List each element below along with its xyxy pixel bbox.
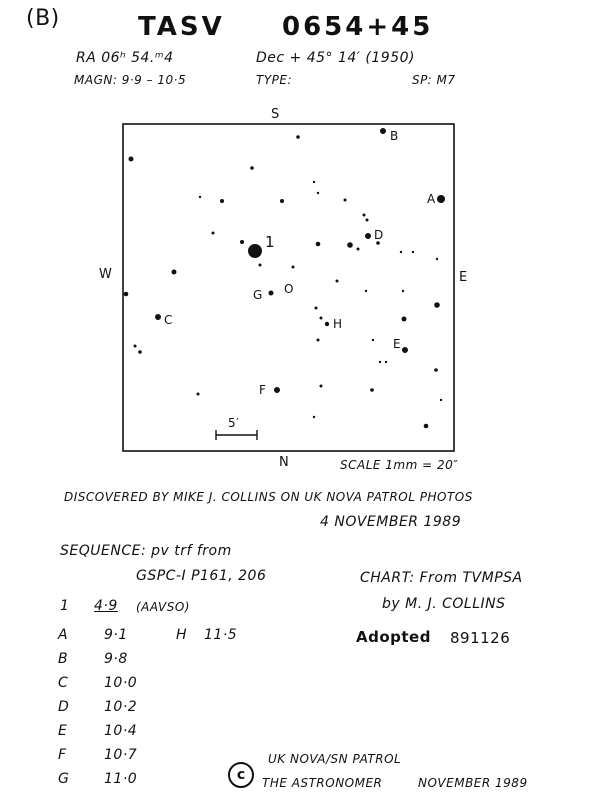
label-star-g: G: [253, 288, 263, 302]
discovery-credit: DISCOVERED BY MIKE J. COLLINS ON UK NOVA PATROL PHOTOS: [64, 490, 473, 504]
sequence-id: B: [58, 651, 69, 667]
copyright-icon: c: [228, 762, 254, 788]
label-star-e: E: [393, 337, 402, 351]
label-star-f: F: [259, 383, 267, 397]
variable-star-1: [248, 244, 262, 258]
sequence-note: (AAVSO): [136, 600, 190, 614]
sequence-id: E: [58, 723, 68, 739]
compass-south: S: [271, 107, 280, 122]
comparison-star-a: [437, 195, 445, 203]
label-star-o: O: [284, 282, 294, 296]
comparison-star-f: [274, 387, 280, 393]
label-star-b: B: [390, 129, 399, 143]
discovery-date: 4 NOVEMBER 1989: [320, 514, 462, 530]
chart-scale: SCALE 1mm = 20″: [340, 458, 459, 472]
footer-organization: UK NOVA/SN PATROL: [268, 752, 402, 766]
sequence-id: F: [58, 747, 67, 763]
sequence-mag: 11·0: [104, 771, 138, 787]
label-star-a: A: [427, 192, 436, 206]
ra-value: RA 06ʰ 54.ᵐ4: [76, 50, 174, 66]
sequence-id: A: [58, 627, 69, 643]
adopted-date: 891126: [450, 629, 511, 647]
comparison-star-e: [402, 347, 408, 353]
compass-north: N: [279, 455, 290, 470]
compass-west: W: [99, 267, 113, 282]
sequence-id: D: [58, 699, 70, 715]
sequence-id: 1: [60, 598, 70, 614]
field-stars: [124, 135, 443, 428]
sequence-id: C: [58, 675, 69, 691]
dec-value: Dec + 45° 14′ (1950): [256, 50, 415, 66]
sequence-mag: 11·5: [204, 627, 238, 643]
footer-publication: THE ASTRONOMER: [262, 776, 383, 790]
chart-label: (B): [26, 6, 60, 31]
magnitude-range: MAGN: 9·9 – 10·5: [74, 73, 187, 87]
adopted-label: Adopted: [356, 628, 431, 646]
sequence-id: G: [58, 771, 70, 787]
label-star-1: 1: [265, 233, 276, 251]
comparison-star-d: [365, 233, 371, 239]
sequence-mag: 10·2: [104, 699, 138, 715]
label-star-d: D: [374, 228, 384, 242]
comparison-star-b: [380, 128, 386, 134]
scale-bar-label: 5′: [228, 416, 240, 430]
sequence-heading: SEQUENCE: pv trf from: [60, 543, 232, 559]
variable-type: TYPE:: [256, 73, 293, 87]
comparison-star-h: [325, 322, 329, 326]
footer-date: NOVEMBER 1989: [418, 776, 528, 790]
comparison-star-g: [269, 291, 274, 296]
label-star-h: H: [333, 317, 343, 331]
sequence-mag: 10·7: [104, 747, 138, 763]
spectral-type: SP: M7: [412, 73, 456, 87]
sequence-source: GSPC-I P161, 206: [136, 568, 267, 584]
sequence-mag: 10·4: [104, 723, 138, 739]
star-designation: 0654+45: [282, 12, 434, 42]
comparison-star-c: [155, 314, 161, 320]
sequence-mag: 9·1: [104, 627, 128, 643]
compass-east: E: [459, 270, 468, 285]
chart-source: CHART: From TVMPSA: [360, 570, 523, 586]
sequence-id: H: [176, 627, 188, 643]
sequence-mag: 10·0: [104, 675, 138, 691]
label-star-c: C: [164, 313, 173, 327]
chart-title: TASV: [138, 12, 225, 42]
chart-author: by M. J. COLLINS: [382, 596, 506, 612]
sequence-mag: 4·9: [94, 598, 118, 614]
sequence-mag: 9·8: [104, 651, 128, 667]
